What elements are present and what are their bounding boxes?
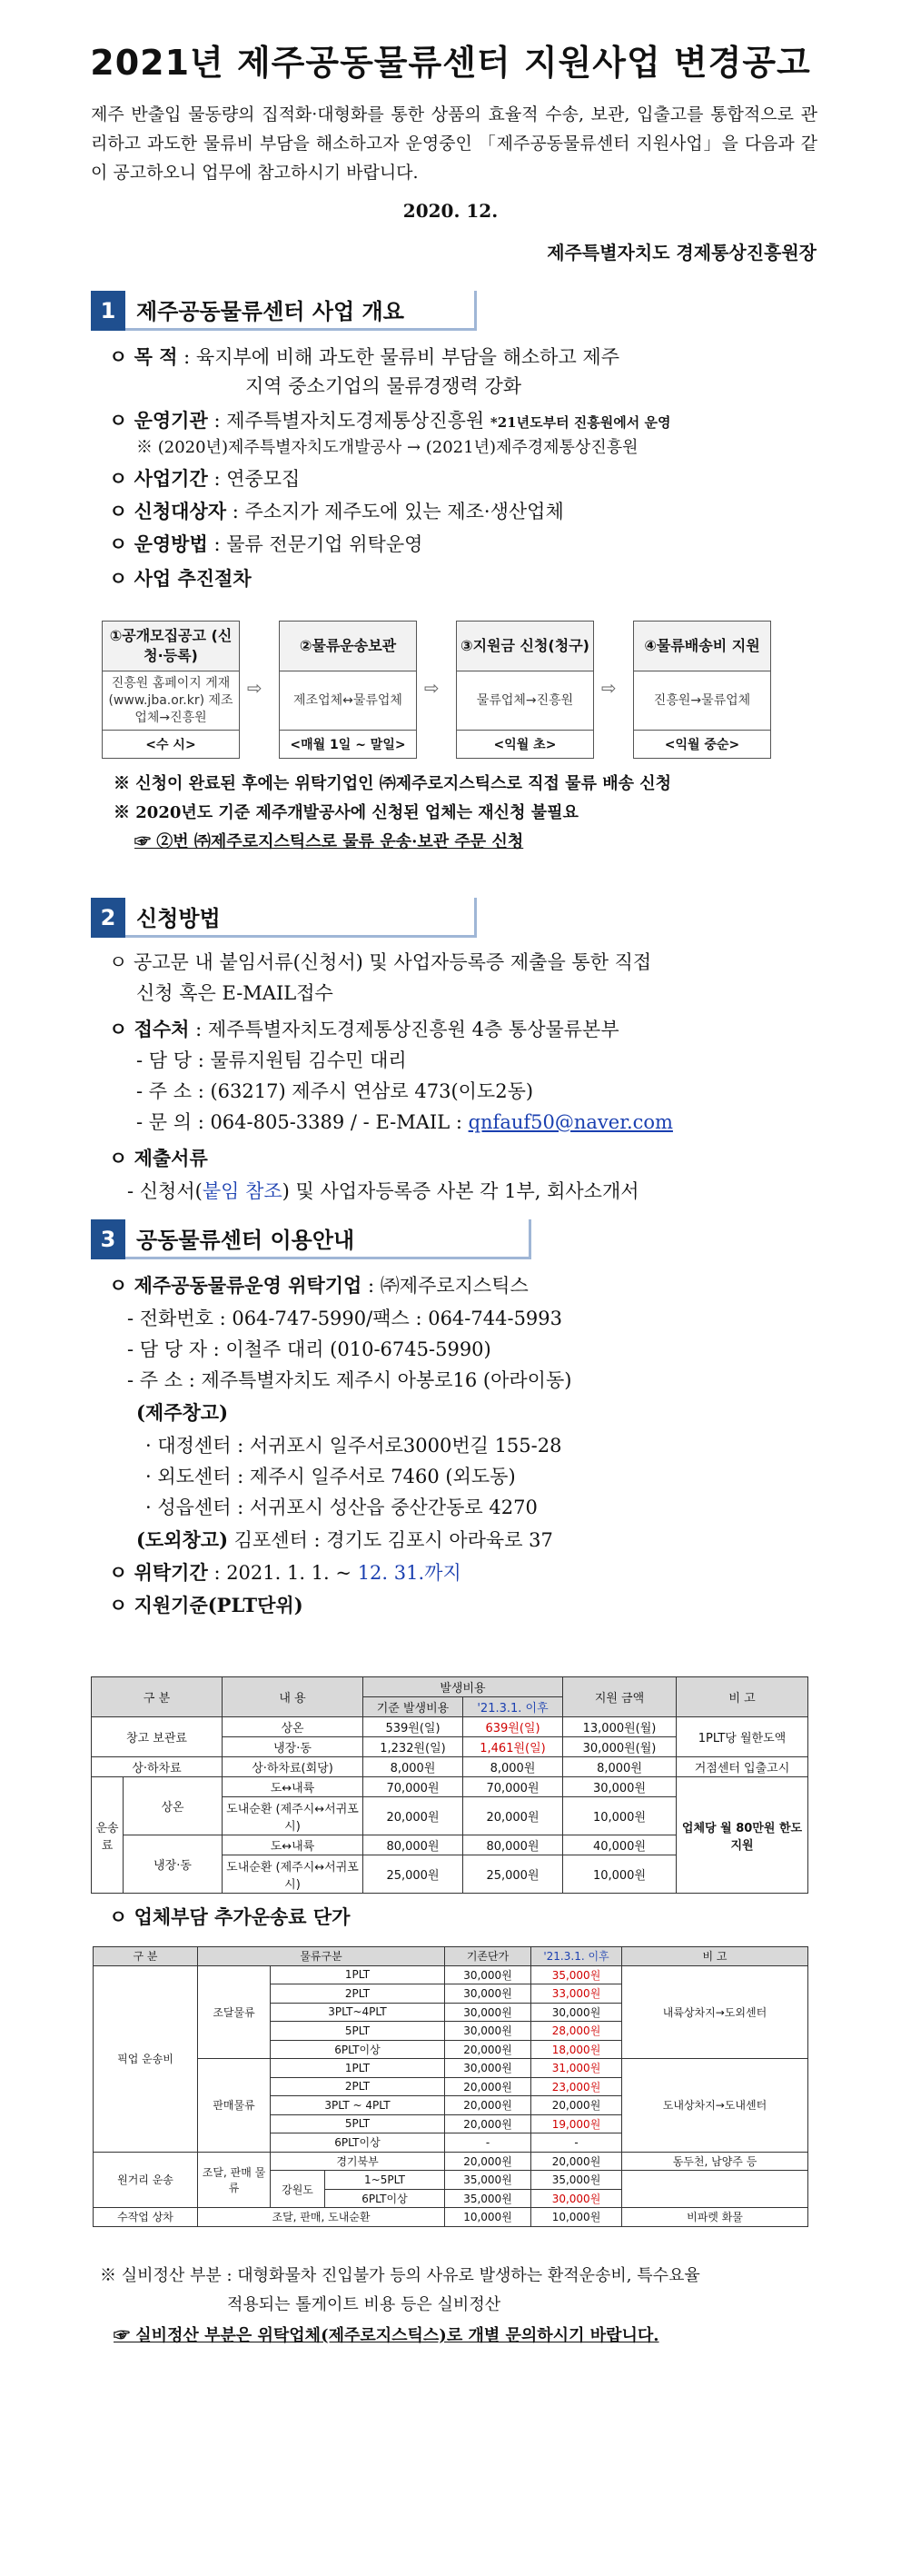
- phone-label: - 문 의 : 064-805-3389 / - E-MAIL :: [136, 1111, 469, 1133]
- notice-date: 2020. 12.: [402, 200, 499, 222]
- support-criteria-table: [91, 1676, 808, 1894]
- cell: 동두천, 남양주 등: [622, 2152, 808, 2171]
- footnote-1: ※ 실비정산 부분 : 대형화물차 진입불가 등의 사유로 발생하는 환적운송비, 특수요율: [100, 2266, 700, 2285]
- header-after: '21.3.1. 이후: [531, 1947, 622, 1966]
- method-value: : 물류 전문기업 위탁운영: [213, 533, 423, 555]
- step-3: [456, 621, 594, 759]
- cell: 1,461원(일): [463, 1737, 563, 1757]
- header-division: 구 분: [94, 1947, 198, 1966]
- docs-pre: - 신청서(: [127, 1180, 203, 1202]
- cell: 20,000원: [445, 2077, 531, 2096]
- step-foot: <수 시>: [103, 730, 239, 758]
- cell: 10,000원: [531, 2208, 622, 2227]
- cell: 10,000원: [445, 2208, 531, 2227]
- section-3-header: [91, 1219, 531, 1259]
- cell: 20,000원: [531, 2152, 622, 2171]
- step-foot: <익월 중순>: [634, 730, 770, 758]
- period-line: [109, 465, 836, 492]
- cell: 18,000원: [531, 2040, 622, 2059]
- cell: 30,000원: [531, 2189, 622, 2208]
- step-body: 진흥원→물류업체: [653, 692, 751, 708]
- target-value: : 주소지가 제주도에 있는 제조·생산업체: [232, 501, 564, 522]
- cell: 1,232원(일): [363, 1737, 463, 1757]
- purpose-line-2: 지역 중소기업의 물류경쟁력 강화: [245, 375, 522, 397]
- section-number: 2: [91, 898, 125, 938]
- criteria-label: ㅇ 지원기준(PLT단위): [109, 1594, 303, 1616]
- header-base: 기존단가: [445, 1947, 531, 1966]
- cell: 운송료: [92, 1777, 124, 1894]
- page-title: 2021년 제주공동물류센터 지원사업 변경공고: [90, 43, 811, 83]
- note-3: ☞ ②번 ㈜제주로지스틱스로 물류 운송·보관 주문 신청: [134, 832, 524, 851]
- cell: 3PLT ~ 4PLT: [271, 2096, 445, 2115]
- section-2-header: [91, 898, 477, 938]
- cell: 8,000원: [563, 1757, 677, 1777]
- header-cost-base: 기준 발생비용: [363, 1697, 463, 1717]
- cell: 70,000원: [363, 1777, 463, 1797]
- footnote-2: 적용되는 톨게이트 비용 등은 실비정산: [227, 2295, 501, 2314]
- note-2: ※ 2020년도 기준 제주개발공사에 신청된 업체는 재신청 불필요: [114, 803, 579, 822]
- target-label: ㅇ 신청대상자: [109, 500, 227, 522]
- cell: 6PLT이상: [271, 2133, 445, 2153]
- cell: 도↔내륙: [223, 1835, 363, 1855]
- cell: 10,000원: [563, 1797, 677, 1835]
- cell: 도↔내륙: [223, 1777, 363, 1797]
- term-line: [109, 1559, 836, 1586]
- cell: 19,000원: [531, 2114, 622, 2133]
- cell: 경기북부: [271, 2152, 445, 2171]
- agency-line: [109, 407, 836, 436]
- cell: 20,000원: [363, 1797, 463, 1835]
- cell: 냉장·동: [223, 1737, 363, 1757]
- cell: 80,000원: [363, 1835, 463, 1855]
- cell: 수작업 상차: [94, 2208, 198, 2227]
- step-body: 진흥원 홈페이지 게재(www.jba.or.kr) 제조업체→진흥원: [108, 675, 233, 725]
- cell: 냉장·동: [124, 1835, 223, 1894]
- attachment-link[interactable]: 붙임 참조: [202, 1180, 282, 1202]
- cell: 33,000원: [531, 1984, 622, 2004]
- firm-label: ㅇ 제주공동물류운영 위탁기업: [109, 1274, 362, 1297]
- agency-sub: ※ (2020년)제주특별자치도개발공사 → (2021년)제주경제통상진흥원: [136, 438, 639, 457]
- step-body: 물류업체→진흥원: [476, 692, 574, 708]
- cell: 상온: [124, 1777, 223, 1835]
- cell: 13,000원(월): [563, 1717, 677, 1737]
- steps-label: ㅇ 사업 추진절차: [109, 567, 252, 590]
- section-title: 신청방법: [125, 898, 477, 938]
- cell: 70,000원: [463, 1777, 563, 1797]
- purpose-value: : 육지부에 비해 과도한 물류비 부담을 해소하고 제주: [183, 346, 619, 368]
- manager-line: - 담 당 자 : 이철주 대리 (010-6745-5990): [127, 1338, 491, 1360]
- land-warehouse-label: (도외창고): [136, 1528, 229, 1551]
- cell: 35,000원: [445, 2171, 531, 2190]
- cell: 2PLT: [271, 2077, 445, 2096]
- warehouse-3: · 성읍센터 : 서귀포시 성산읍 중산간동로 4270: [145, 1497, 538, 1518]
- agency-note: *21년도부터 진흥원에서 운영: [490, 414, 671, 431]
- step-head: ④물류배송비 지원: [634, 622, 770, 671]
- cell: 강원도: [271, 2171, 325, 2208]
- method-line: [109, 531, 836, 558]
- cell: 40,000원: [563, 1835, 677, 1855]
- cell: 30,000원: [445, 2003, 531, 2022]
- cell: 80,000원: [463, 1835, 563, 1855]
- arrow-right-icon: ⇨: [601, 677, 617, 699]
- cell: 23,000원: [531, 2077, 622, 2096]
- cell: 25,000원: [363, 1855, 463, 1894]
- firm-address-line: - 주 소 : 제주특별자치도 제주시 아봉로16 (아라이동): [127, 1369, 572, 1391]
- cell: 비파렛 화물: [622, 2208, 808, 2227]
- cell: 20,000원: [445, 2114, 531, 2133]
- firm-line: [109, 1272, 836, 1299]
- step-4: [633, 621, 771, 759]
- cell: 픽업 운송비: [94, 1965, 198, 2152]
- cell: [622, 2171, 808, 2208]
- step-head: ②물류운송보관: [280, 622, 416, 671]
- cell: 639원(일): [463, 1717, 563, 1737]
- cell: 30,000원: [563, 1777, 677, 1797]
- cell: 판매물류: [198, 2059, 271, 2153]
- docs-line: [127, 1178, 854, 1205]
- cell: 1PLT: [271, 1965, 445, 1984]
- header-support: 지원 금액: [563, 1677, 677, 1717]
- header-cost-after: '21.3.1. 이후: [463, 1697, 563, 1717]
- cell: 35,000원: [531, 1965, 622, 1984]
- contact-line: - 담 당 : 물류지원팀 김수민 대리: [136, 1049, 407, 1071]
- section-1-header: [91, 291, 477, 331]
- cell: 30,000원: [445, 1965, 531, 1984]
- purpose-label: ㅇ 목 적: [109, 345, 178, 368]
- apply-line-2: 신청 혹은 E-MAIL접수: [136, 982, 333, 1004]
- cell: 20,000원: [445, 2040, 531, 2059]
- cell: 1~5PLT: [325, 2171, 445, 2190]
- section-number: 3: [91, 1219, 125, 1259]
- cell: 조달물류: [198, 1965, 271, 2059]
- issuing-organization: 제주특별자치도 경제통상진흥원장: [547, 242, 817, 264]
- cell: 5PLT: [271, 2022, 445, 2041]
- period-label: ㅇ 사업기간: [109, 467, 208, 490]
- cell: 거점센터 입출고시: [677, 1757, 808, 1777]
- cell: 5PLT: [271, 2114, 445, 2133]
- cell: 20,000원: [463, 1797, 563, 1835]
- extra-fee-table: [93, 1946, 808, 2227]
- cell: 35,000원: [531, 2171, 622, 2190]
- header-cost: 발생비용: [363, 1677, 563, 1697]
- method-label: ㅇ 운영방법: [109, 532, 208, 555]
- cell: 30,000원(월): [563, 1737, 677, 1757]
- step-2: [279, 621, 417, 759]
- cell: 3PLT~4PLT: [271, 2003, 445, 2022]
- cell: 조달, 판매 물류: [198, 2152, 271, 2208]
- header-note: 비 고: [622, 1947, 808, 1966]
- cell: -: [531, 2133, 622, 2153]
- cell: 20,000원: [445, 2152, 531, 2171]
- cell: 도내상차지→도내센터: [622, 2059, 808, 2153]
- term-end: 12. 31.까지: [357, 1562, 461, 1584]
- email-link[interactable]: qnfauf50@naver.com: [468, 1111, 673, 1133]
- cell: 35,000원: [445, 2189, 531, 2208]
- footnote-3: ☞ 실비정산 부분은 위탁업체(제주로지스틱스)로 개별 문의하시기 바랍니다.: [114, 2326, 659, 2345]
- term-value: : 2021. 1. 1. ~: [213, 1562, 358, 1584]
- cell: 25,000원: [463, 1855, 563, 1894]
- warehouse-1: · 대정센터 : 서귀포시 일주서로3000번길 155-28: [145, 1435, 562, 1457]
- step-head: ①공개모집공고 (신청·등록): [103, 622, 239, 671]
- docs-label: ㅇ 제출서류: [109, 1147, 208, 1169]
- intro-paragraph: 제주 반출입 물동량의 집적화·대형화를 통한 상품의 효율적 수송, 보관, 입출고를 통합적으로 관리하고 과도한 물류비 부담을 해소하고자 운영중인 「제주공동물류센터 지원사업」을 다음과 같이 공고하오니 업무에 참고하시기 바랍니다.: [91, 104, 817, 183]
- cell: 31,000원: [531, 2059, 622, 2078]
- cell: 도내순환 (제주시↔서귀포시): [223, 1855, 363, 1894]
- header-note: 비 고: [677, 1677, 808, 1717]
- period-value: : 연중모집: [213, 468, 301, 490]
- reception-line: [109, 1016, 836, 1043]
- cell: 8,000원: [363, 1757, 463, 1777]
- phone-email-line: [136, 1109, 863, 1136]
- step-foot: <매월 1일 ~ 말일>: [280, 730, 416, 758]
- land-warehouse-value: 김포센터 : 경기도 김포시 아라육로 37: [228, 1529, 553, 1551]
- arrow-right-icon: ⇨: [247, 677, 262, 699]
- step-body: 제조업체↔물류업체: [293, 692, 402, 708]
- cell: 30,000원: [531, 2003, 622, 2022]
- header-goods: 물류구분: [198, 1947, 445, 1966]
- cell: 6PLT이상: [325, 2189, 445, 2208]
- cell: 상온: [223, 1717, 363, 1737]
- storage-cell: 창고 보관료: [92, 1717, 223, 1757]
- apply-line-1: ㅇ 공고문 내 붙임서류(신청서) 및 사업자등록증 제출을 통한 직접: [109, 951, 652, 973]
- section-number: 1: [91, 291, 125, 331]
- cell: 20,000원: [445, 2096, 531, 2115]
- cell: 상·하차료: [92, 1757, 223, 1777]
- cell: -: [445, 2133, 531, 2153]
- section-title: 제주공동물류센터 사업 개요: [125, 291, 477, 331]
- cell: 8,000원: [463, 1757, 563, 1777]
- section-title: 공동물류센터 이용안내: [125, 1219, 531, 1259]
- cell: 조달, 판매, 도내순환: [198, 2208, 445, 2227]
- arrow-right-icon: ⇨: [424, 677, 440, 699]
- docs-post: ) 및 사업자등록증 사본 각 1부, 회사소개서: [282, 1180, 639, 1202]
- cell: 539원(일): [363, 1717, 463, 1737]
- cell: 도내순환 (제주시↔서귀포시): [223, 1797, 363, 1835]
- term-label: ㅇ 위탁기간: [109, 1561, 208, 1584]
- cell: 업체당 월 80만원 한도지원: [677, 1777, 808, 1894]
- step-foot: <익월 초>: [457, 730, 593, 758]
- cell: 6PLT이상: [271, 2040, 445, 2059]
- agency-value: : 제주특별자치도경제통상진흥원: [213, 410, 485, 432]
- step-head: ③지원금 신청(청구): [457, 622, 593, 671]
- warehouse-2: · 외도센터 : 제주시 일주서로 7460 (외도동): [145, 1466, 516, 1487]
- cell: 상·하차료(회당): [223, 1757, 363, 1777]
- address-line: - 주 소 : (63217) 제주시 연삼로 473(이도2동): [136, 1080, 534, 1102]
- cell: 1PLT: [271, 2059, 445, 2078]
- cell: 28,000원: [531, 2022, 622, 2041]
- firm-value: : ㈜제주로지스틱스: [368, 1275, 529, 1297]
- cell: 30,000원: [445, 2059, 531, 2078]
- cell: 10,000원: [563, 1855, 677, 1894]
- cell: 원거리 운송: [94, 2152, 198, 2208]
- target-line: [109, 498, 836, 525]
- cell: 2PLT: [271, 1984, 445, 2004]
- agency-label: ㅇ 운영기관: [109, 409, 208, 432]
- step-1: [102, 621, 240, 759]
- land-warehouse-line: [136, 1527, 863, 1554]
- purpose-line: [109, 343, 836, 371]
- tel-line: - 전화번호 : 064-747-5990/팩스 : 064-744-5993: [127, 1308, 563, 1329]
- cell: 내륙상차지→도외센터: [622, 1965, 808, 2059]
- header-content: 내 용: [223, 1677, 363, 1717]
- extra-fee-label: ㅇ 업체부담 추가운송료 단가: [109, 1905, 351, 1928]
- header-division: 구 분: [92, 1677, 223, 1717]
- reception-label: ㅇ 접수처: [109, 1018, 190, 1040]
- note-1: ※ 신청이 완료된 후에는 위탁기업인 ㈜제주로지스틱스로 직접 물류 배송 신청: [114, 774, 672, 793]
- cell: 30,000원: [445, 1984, 531, 2004]
- cell: 1PLT당 월한도액: [677, 1717, 808, 1757]
- cell: 20,000원: [531, 2096, 622, 2115]
- reception-value: : 제주특별자치도경제통상진흥원 4층 통상물류본부: [195, 1019, 619, 1040]
- jeju-warehouse-label: (제주창고): [136, 1401, 229, 1424]
- process-steps: [102, 621, 801, 757]
- cell: 30,000원: [445, 2022, 531, 2041]
